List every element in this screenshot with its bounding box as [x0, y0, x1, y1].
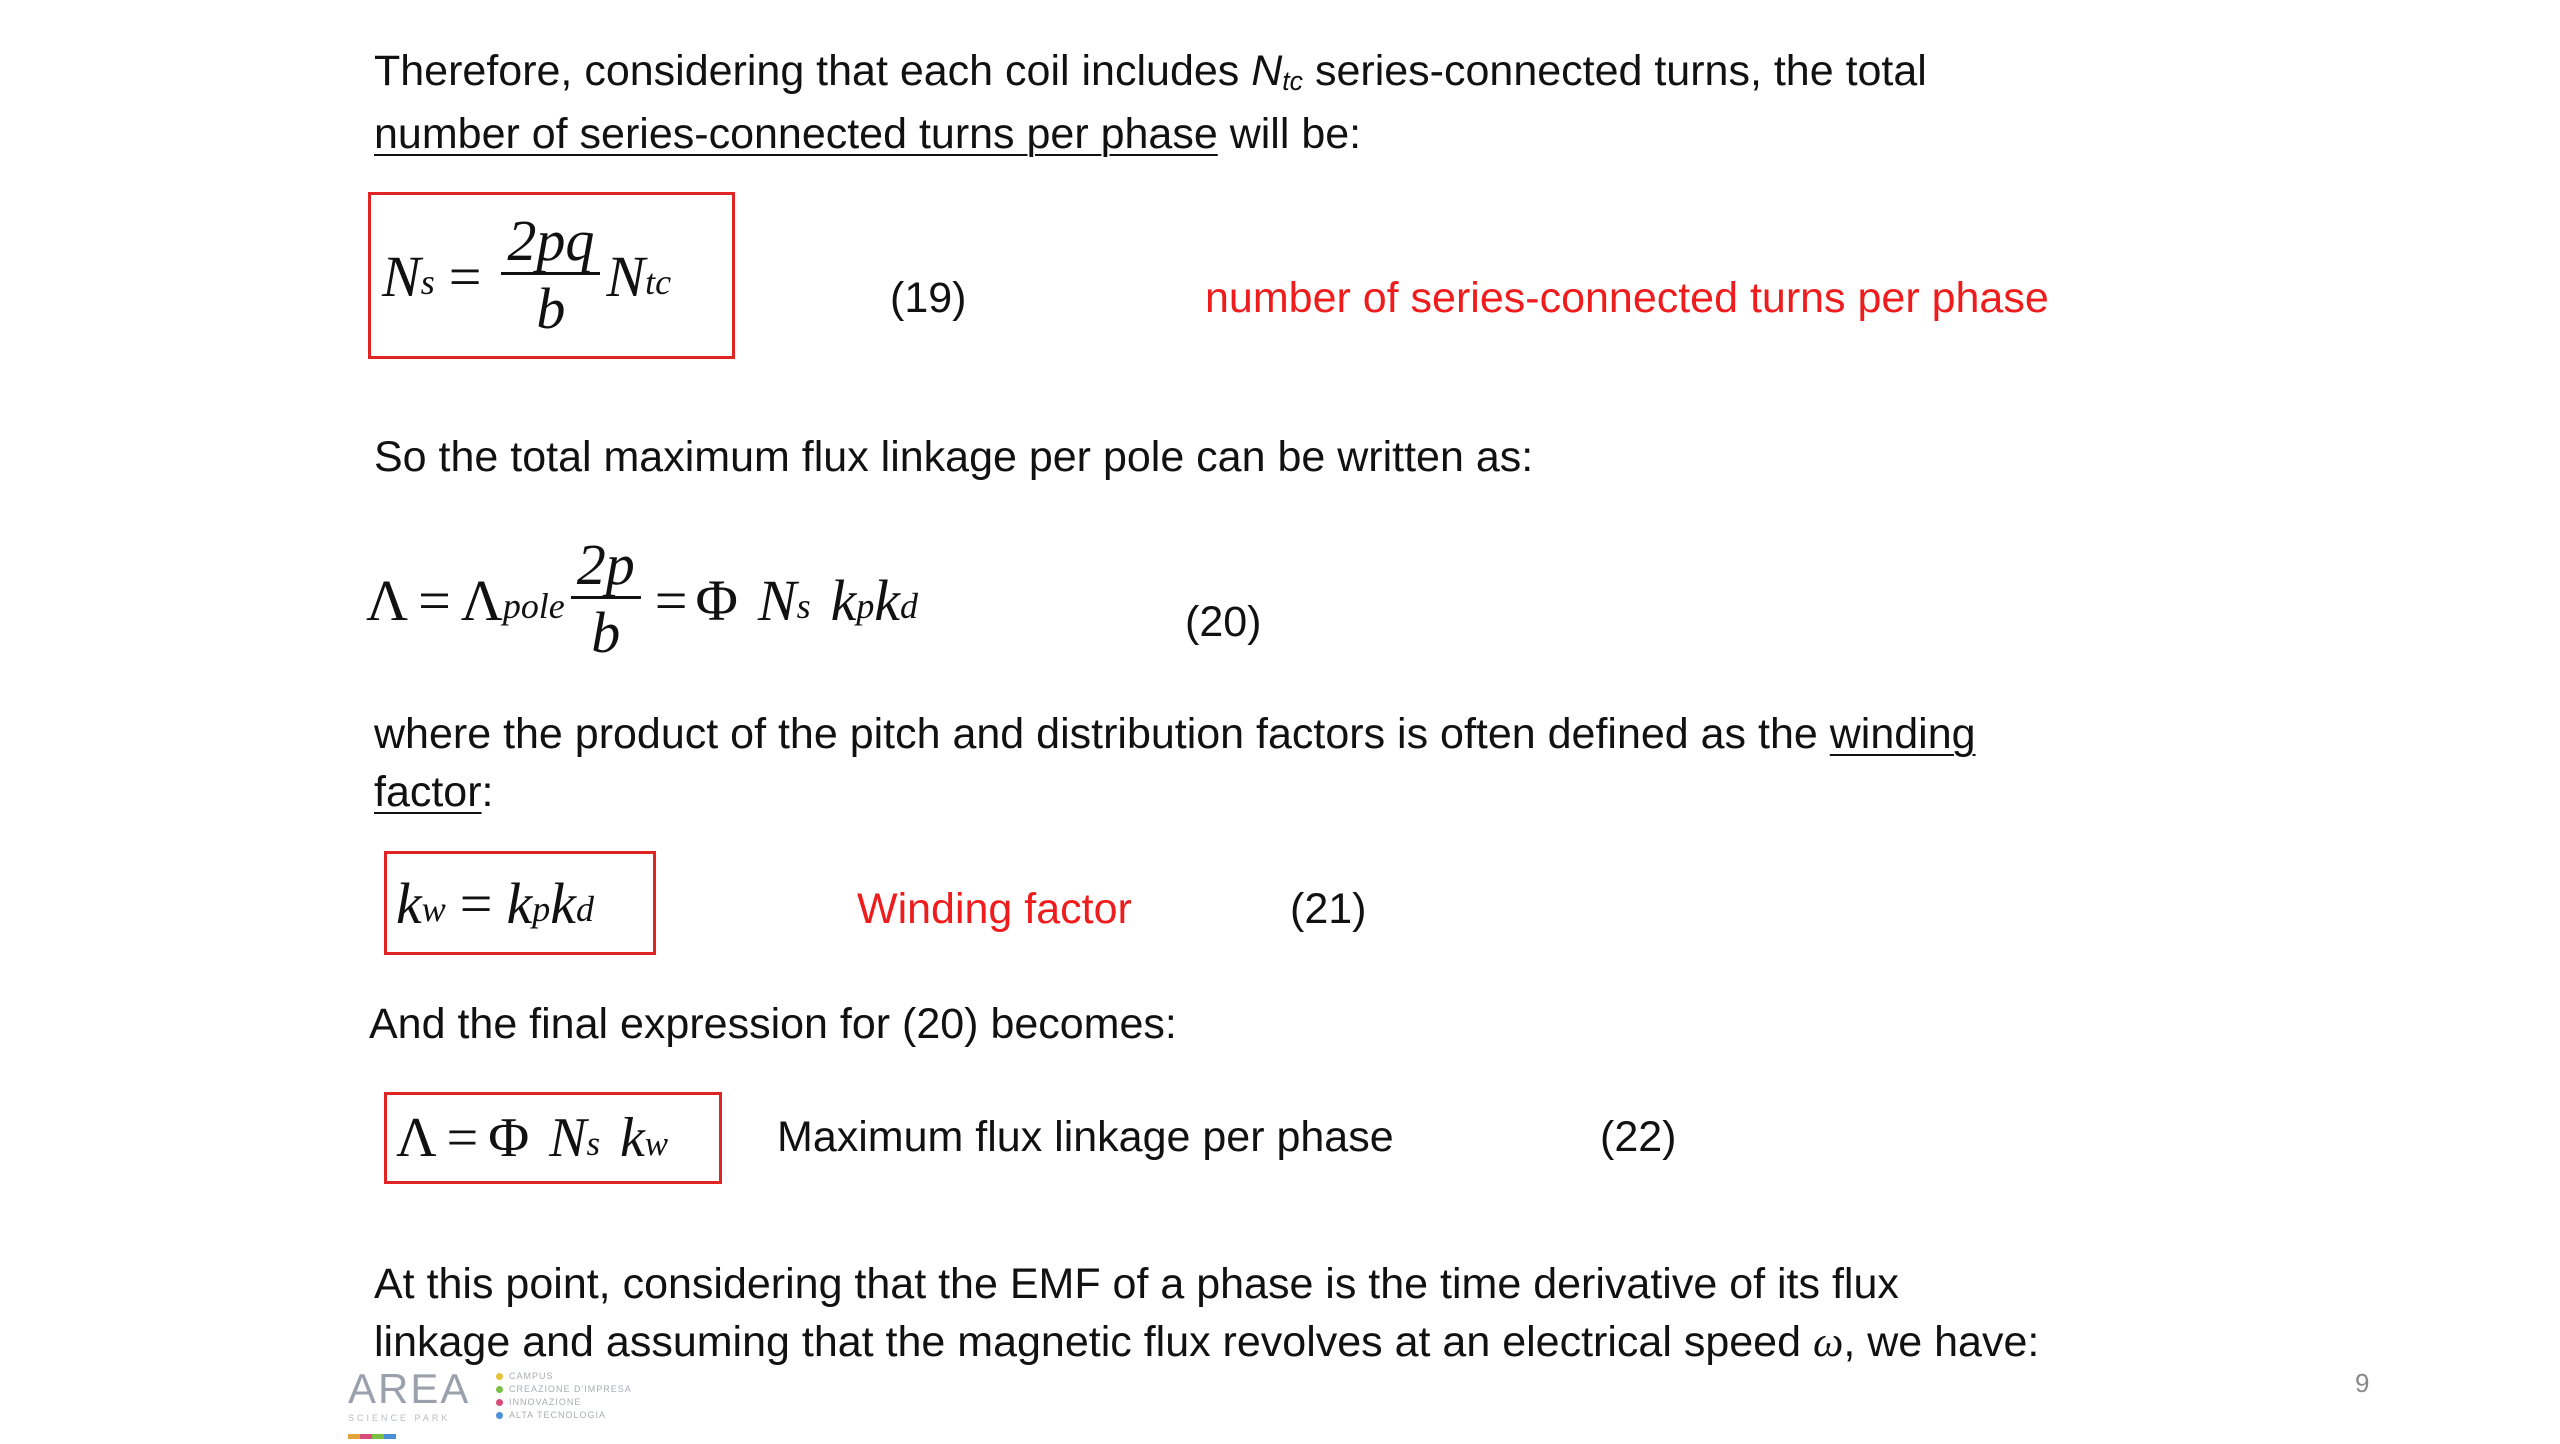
intro-paragraph — [374, 42, 1927, 163]
eq20-fraction: $\frac{2p}{b}$ — [571, 535, 641, 665]
logo-text: AREA — [348, 1365, 471, 1412]
ntc-symbol: $N_{tc}$ — [1251, 47, 1304, 96]
paragraph-final-expression: And the final expression for (20) becomes: — [369, 1000, 1177, 1048]
page-number: 9 — [2355, 1368, 2370, 1398]
term-winding: winding — [1829, 710, 1976, 758]
paragraph-winding-factor: where the product of the pitch and distribution factors is often defined as the winding factor: — [374, 710, 1976, 816]
logo-list — [496, 1370, 632, 1422]
term-factor: factor — [374, 768, 482, 816]
eq21-number: (21) — [1290, 885, 1367, 933]
logo-list-item: INNOVAZIONE — [496, 1396, 632, 1409]
equation-20: Λ = Λ $_{pole}$ $\frac{2p}{b}$ = Φ N $_s$ k $_p$ k $_d$ — [366, 532, 919, 666]
logo-list-item: ALTA TECNOLOGIA — [496, 1409, 632, 1422]
eq20-number: (20) — [1185, 598, 1262, 646]
paragraph-emf: At this point, considering that the EMF of a phase is the time derivative of its flux linkage and assuming that the magnetic flux revolves at an electrical speed ω, we have: — [374, 1260, 2040, 1366]
equation-21: k $_w$ = k $_p$ k $_d$ — [396, 870, 594, 936]
area-logo — [348, 1365, 470, 1444]
eq19-number: (19) — [890, 274, 967, 322]
equation-22: Λ = Φ N $_s$ k $_w$ — [396, 1107, 669, 1169]
intro-line-1: Therefore, considering that each coil includes $N_{tc}$ series-connected turns, the total — [374, 47, 1927, 96]
logo-list-item: CAMPUS — [496, 1370, 632, 1383]
logo-subtitle: SCIENCE PARK — [348, 1413, 451, 1423]
paragraph-flux-per-pole: So the total maximum flux linkage per pole can be written as: — [374, 433, 1534, 481]
eq22-annotation: Maximum flux linkage per phase — [777, 1113, 1394, 1161]
eq19-annotation: number of series-connected turns per phase — [1205, 274, 2049, 322]
underlined-term: number of series-connected turns per phase — [374, 110, 1218, 158]
intro-line-2: number of series-connected turns per phase will be: — [374, 110, 1362, 158]
equation-19: N $_s$ = $\frac{2pq}{b}$ N $_{tc}$ — [382, 208, 672, 342]
logo-color-bar — [348, 1426, 470, 1444]
logo-list-item: CREAZIONE D'IMPRESA — [496, 1383, 632, 1396]
eq22-number: (22) — [1600, 1113, 1677, 1161]
eq19-fraction: $\frac{2pq}{b}$ — [501, 211, 600, 341]
eq21-annotation: Winding factor — [857, 885, 1132, 933]
omega-symbol: ω — [1812, 1319, 1844, 1366]
